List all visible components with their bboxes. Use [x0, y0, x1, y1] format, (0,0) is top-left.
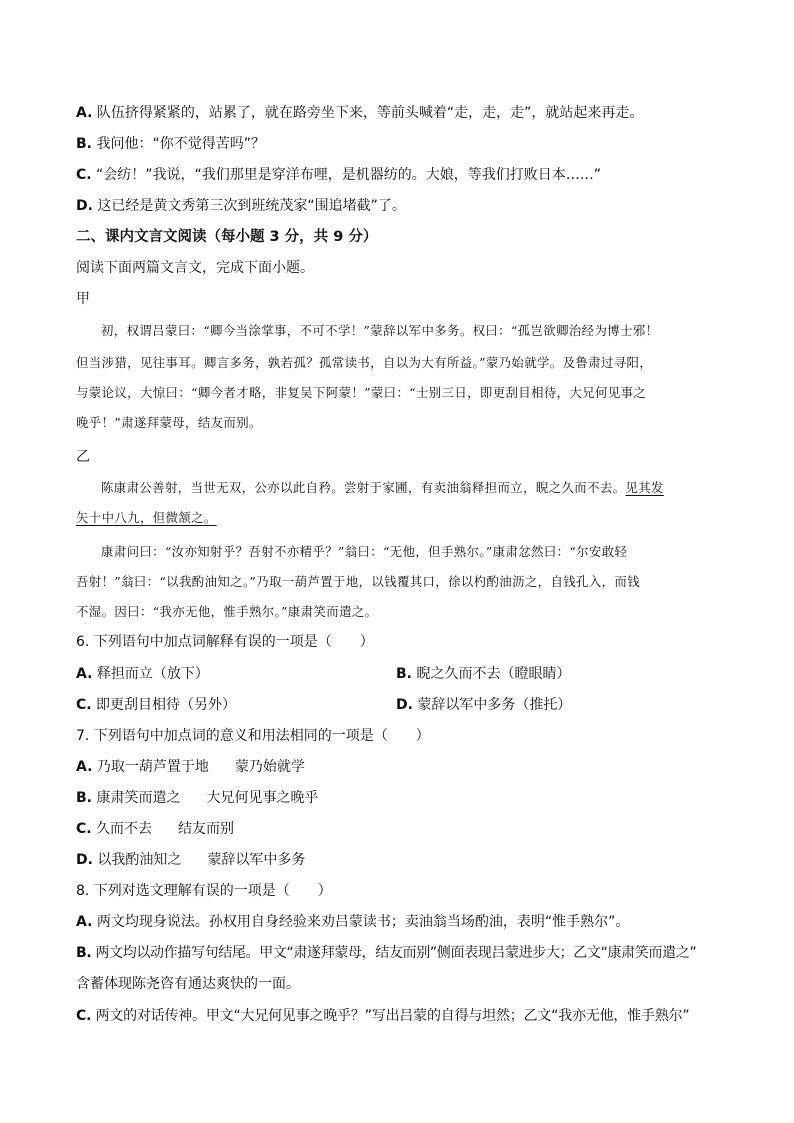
passage-text: 陈康肃公善射，当世无双，公亦以此自矜。尝射于家圃，有卖油翁释担而立，睨之久而不去。 — [101, 480, 626, 495]
option-left: 久而不去 — [96, 821, 153, 837]
passage-jia-line: 但当涉猎，见往事耳。卿言多务，孰若孤？孤常读书，自以为大有所益。”蒙乃始就学。及鲁肃过寻阳， — [76, 355, 653, 370]
q6-option-c — [76, 697, 236, 713]
q8-option-c — [76, 1006, 689, 1026]
q8-stem: 8. 下列对选文理解有误的一项是（ ） — [76, 883, 332, 899]
option-letter: C. — [76, 821, 92, 837]
q7-stem: 7. 下列语句中加点词的意义和用法相同的一项是（ ） — [76, 728, 430, 744]
option-text: 这已经是黄文秀第三次到班统茂家“围追堵截”了。 — [97, 198, 406, 214]
q6-option-b — [396, 664, 570, 684]
q7-option-d — [76, 850, 305, 870]
q5-option-b — [76, 134, 265, 154]
option-right: 结友而别 — [178, 821, 235, 837]
q8-option-b — [76, 943, 696, 963]
option-text: 释担而立（放下） — [96, 666, 209, 682]
passage-jia-line: 晚乎！”肃遂拜蒙母，结友而别。 — [76, 415, 262, 430]
section-heading: 二、课内文言文阅读（每小题 3 分，共 9 分） — [76, 229, 378, 245]
option-text: 两文的对话传神。甲文“大兄何见事之晚乎？”写出吕蒙的自得与坦然；乙文“我亦无他，惟手熟尔” — [95, 1008, 690, 1024]
option-letter: A. — [76, 759, 93, 775]
q5-option-d — [76, 196, 406, 216]
option-letter: D. — [396, 697, 413, 713]
option-letter: C. — [76, 1008, 92, 1024]
passage-jia-line: 与蒙论议，大惊曰：“卿今者才略，非复吴下阿蒙！”蒙曰：“士别三日，即更刮目相待，大兄何见事之 — [76, 385, 647, 400]
q7-option-b — [76, 788, 318, 808]
underlined-sentence: 矢十中八九，但微颔之。 — [76, 510, 217, 525]
passage-yi-line — [76, 508, 217, 528]
q8-option-b-continued: 含蓄体现陈尧咨有通达爽快的一面。 — [76, 976, 300, 992]
option-letter: D. — [76, 852, 93, 868]
option-letter: B. — [396, 666, 412, 682]
option-text: 蒙辞以军中多务（推托） — [417, 697, 572, 713]
passage-yi-line: 吾射！”翁曰：“以我酌油知之。”乃取一葫芦置于地，以钱覆其口，徐以杓酌油沥之，自钱孔入，而钱 — [76, 574, 640, 589]
section-instruction: 阅读下面两篇文言文，完成下面小题。 — [76, 260, 314, 276]
q6-option-a — [76, 666, 209, 682]
option-text: 两文均以动作描写句结尾。甲文“肃遂拜蒙母，结友而别”侧面表现吕蒙进步大；乙文“康肃笑而遣之” — [95, 945, 697, 961]
option-text: 两文均现身说法。孙权用自身经验来劝吕蒙读书；卖油翁当场酌油，表明“惟手熟尔”。 — [96, 914, 630, 930]
q8-option-a — [76, 912, 629, 932]
q6-stem: 6. 下列语句中加点词解释有误的一项是（ ） — [76, 634, 374, 650]
option-right: 大兄何见事之晚乎 — [206, 790, 319, 806]
option-text: 即更刮目相待（另外） — [96, 697, 237, 713]
option-letter: B. — [76, 945, 92, 961]
q5-option-c — [76, 165, 601, 185]
passage-yi-line — [76, 478, 664, 498]
passage-yi-line: 康肃问曰：“汝亦知射乎？吾射不亦精乎？”翁曰：“无他，但手熟尔。”康肃忿然曰：“尔安敢轻 — [101, 544, 628, 559]
q7-option-a — [76, 757, 305, 777]
option-left: 乃取一葫芦置于地 — [96, 759, 209, 775]
option-right: 蒙乃始就学 — [234, 759, 305, 775]
option-left: 康肃笑而遣之 — [96, 790, 181, 806]
option-text: 睨之久而不去（瞪眼睛） — [416, 666, 571, 682]
option-letter: A. — [76, 105, 93, 121]
q6-option-d — [396, 695, 571, 715]
q7-option-c — [76, 819, 234, 839]
option-letter: C. — [76, 697, 92, 713]
option-letter: D. — [76, 198, 93, 214]
option-letter: C. — [76, 167, 92, 183]
option-text: “会纺！”我说，“我们那里是穿洋布哩，是机器纺的。大娘，等我们打败日本……” — [96, 167, 602, 183]
passage-jia-line: 初，权谓吕蒙曰：“卿今当涂掌事，不可不学！”蒙辞以军中多务。权曰：“孤岂欲卿治经为博士邪！ — [101, 323, 659, 338]
passage-yi-label: 乙 — [76, 449, 90, 465]
option-letter: B. — [76, 136, 92, 152]
option-right: 蒙辞以军中多务 — [207, 852, 306, 868]
option-letter: A. — [76, 914, 93, 930]
q5-option-a — [76, 103, 643, 123]
option-letter: A. — [76, 666, 93, 682]
option-text: 队伍挤得紧紧的，站累了，就在路旁坐下来，等前头喊着“走，走，走”，就站起来再走。 — [96, 105, 644, 121]
q6-options-row — [76, 695, 716, 715]
option-letter: B. — [76, 790, 92, 806]
passage-yi-line: 不湿。因曰：“我亦无他，惟手熟尔。”康肃笑而遣之。 — [76, 604, 378, 619]
passage-jia-label: 甲 — [76, 291, 90, 307]
underlined-sentence: 见其发 — [625, 480, 664, 495]
option-text: 我问他：“你不觉得苦吗”？ — [96, 136, 265, 152]
option-left: 以我酌油知之 — [97, 852, 182, 868]
q6-options-row — [76, 664, 716, 684]
